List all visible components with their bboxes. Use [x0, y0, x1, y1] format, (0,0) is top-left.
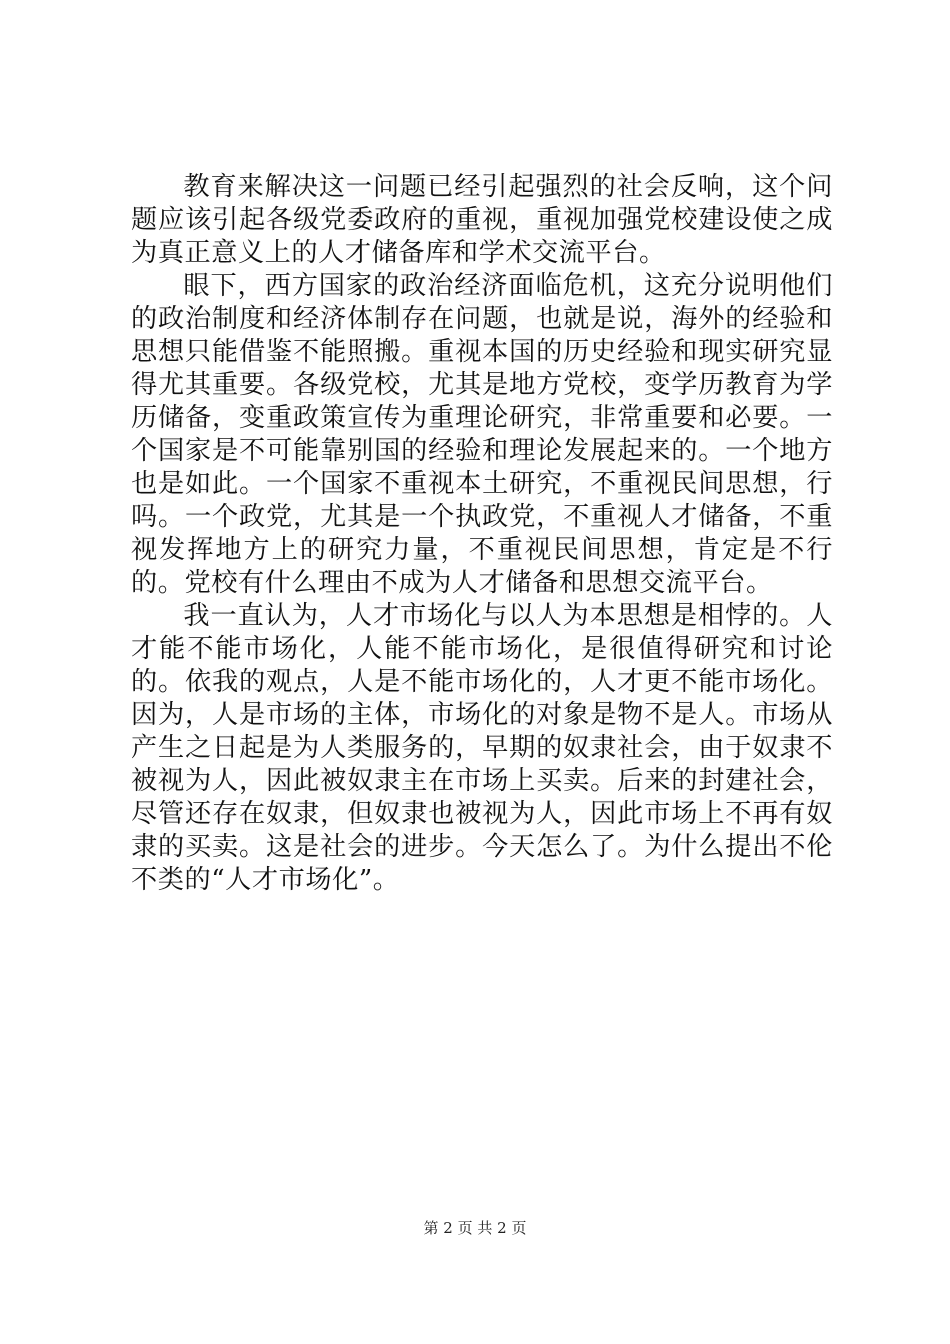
- page-footer: 第 2 页 共 2 页: [423, 1219, 527, 1237]
- paragraph-3: 我一直认为，人才市场化与以人为本思想是相悖的。人才能不能市场化，人能不能市场化，是很值得研究和讨论的。依我的观点，人是不能市场化的，人才更不能市场化。因为，人是市场的主体，市场化的对象是物不是人。市场从产生之日起是为人类服务的，早期的奴隶社会，由于奴隶不被视为人，因此被奴隶主在市场上买卖。后来的封建社会，尽管还存在奴隶，但奴隶也被视为人，因此市场上不再有奴隶的买卖。这是社会的进步。今天怎么了。为什么提出不伦不类的“人才市场化”。: [131, 601, 833, 895]
- paragraph-1: 教育来解决这一问题已经引起强烈的社会反响，这个问题应该引起各级党委政府的重视，重视加强党校建设使之成为真正意义上的人才储备库和学术交流平台。: [131, 172, 833, 268]
- paragraph-2: 眼下，西方国家的政治经济面临危机，这充分说明他们的政治制度和经济体制存在问题，也就是说，海外的经验和思想只能借鉴不能照搬。重视本国的历史经验和现实研究显得尤其重要。各级党校，尤其是地方党校，变学历教育为学历储备，变重政策宣传为重理论研究，非常重要和必要。一个国家是不可能靠别国的经验和理论发展起来的。一个地方也是如此。一个国家不重视本土研究，不重视民间思想，行吗。一个政党，尤其是一个执政党，不重视人才储备，不重视发挥地方上的研究力量，不重视民间思想，肯定是不行的。党校有什么理由不成为人才储备和思想交流平台。: [131, 271, 833, 598]
- document-body: [131, 171, 833, 897]
